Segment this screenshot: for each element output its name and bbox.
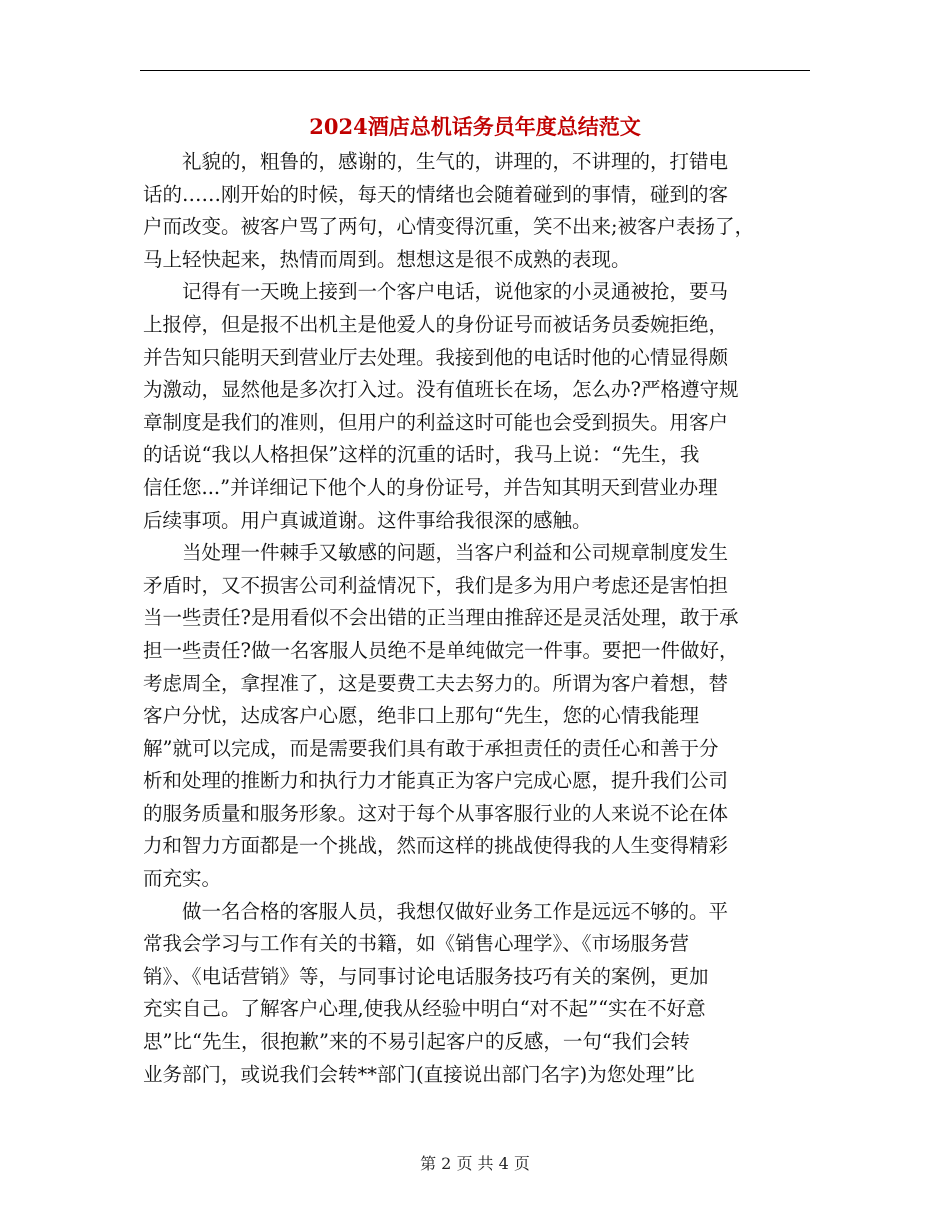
text-line: 析和处理的推断力和执行力才能真正为客户完成心愿，提升我们公司: [143, 769, 729, 793]
text-line: 为激动，显然他是多次打入过。没有值班长在场，怎么办?严格遵守规: [143, 378, 739, 402]
text-line: 思”比“先生，很抱歉”来的不易引起客户的反感，一句“我们会转: [143, 1030, 690, 1054]
text-line: 并告知只能明天到营业厅去处理。我接到他的电话时他的心情显得颇: [143, 345, 729, 369]
text-line: 客户分忧，达成客户心愿，绝非口上那句“先生，您的心情我能理: [143, 704, 699, 728]
header-rule: [140, 70, 810, 71]
text-line: 矛盾时，又不损害公司利益情况下，我们是多为用户考虑还是害怕担: [143, 573, 729, 597]
text-line: 做一名合格的客服人员，我想仅做好业务工作是远远不够的。平: [143, 899, 729, 923]
text-line: 担一些责任?做一名客服人员绝不是单纯做完一件事。要把一件做好，: [143, 638, 739, 662]
text-line: 户而改变。被客户骂了两句，心情变得沉重，笑不出来;被客户表扬了，: [143, 215, 755, 239]
text-line: 礼貌的，粗鲁的，感谢的，生气的，讲理的，不讲理的，打错电: [143, 150, 729, 173]
text-line: 销》、《电话营销》等，与同事讨论电话服务技巧有关的案例，更加: [143, 964, 709, 988]
text-line: 后续事项。用户真诚道谢。这件事给我很深的感触。: [143, 508, 592, 532]
text-line: 解”就可以完成，而是需要我们具有敢于承担责任的责任心和善于分: [143, 736, 719, 760]
text-line: 充实自己。了解客户心理,使我从经验中明白“对不起”“实在不好意: [143, 997, 706, 1021]
text-line: 常我会学习与工作有关的书籍，如《销售心理学》、《市场服务营: [143, 932, 690, 956]
text-line: 业务部门，或说我们会转**部门(直接说出部门名字)为您处理”比: [143, 1062, 695, 1086]
text-line: 信任您...”并详细记下他个人的身份证号，并告知其明天到营业办理: [143, 475, 718, 499]
document-title: 2024酒店总机话务员年度总结范文: [309, 114, 641, 139]
text-line: 力和智力方面都是一个挑战，然而这样的挑战使得我的人生变得精彩: [143, 834, 729, 858]
text-line: 当处理一件棘手又敏感的问题，当客户利益和公司规章制度发生: [143, 541, 729, 565]
text-line: 考虑周全，拿捏准了，这是要费工夫去努力的。所谓为客户着想，替: [143, 671, 729, 695]
text-line: 记得有一天晚上接到一个客户电话，说他家的小灵通被抢，要马: [143, 280, 729, 304]
text-line: 章制度是我们的准则，但用户的利益这时可能也会受到损失。用客户: [143, 410, 729, 434]
text-line: 而充实。: [143, 867, 222, 891]
text-line: 话的……刚开始的时候，每天的情绪也会随着碰到的事情，碰到的客: [143, 182, 729, 206]
text-line: 的服务质量和服务形象。这对于每个从事客服行业的人来说不论在体: [143, 801, 729, 825]
text-line: 当一些责任?是用看似不会出错的正当理由推辞还是灵活处理，敢于承: [143, 606, 739, 630]
page-number: 第 2 页 共 4 页: [420, 1154, 530, 1173]
text-line: 的话说“我以人格担保”这样的沉重的话时，我马上说：“先生，我: [143, 443, 700, 467]
text-line: 上报停，但是报不出机主是他爱人的身份证号而被话务员委婉拒绝，: [143, 312, 729, 336]
text-line: 马上轻快起来，热情而周到。想想这是很不成熟的表现。: [143, 247, 631, 271]
document-body: [143, 146, 811, 1091]
